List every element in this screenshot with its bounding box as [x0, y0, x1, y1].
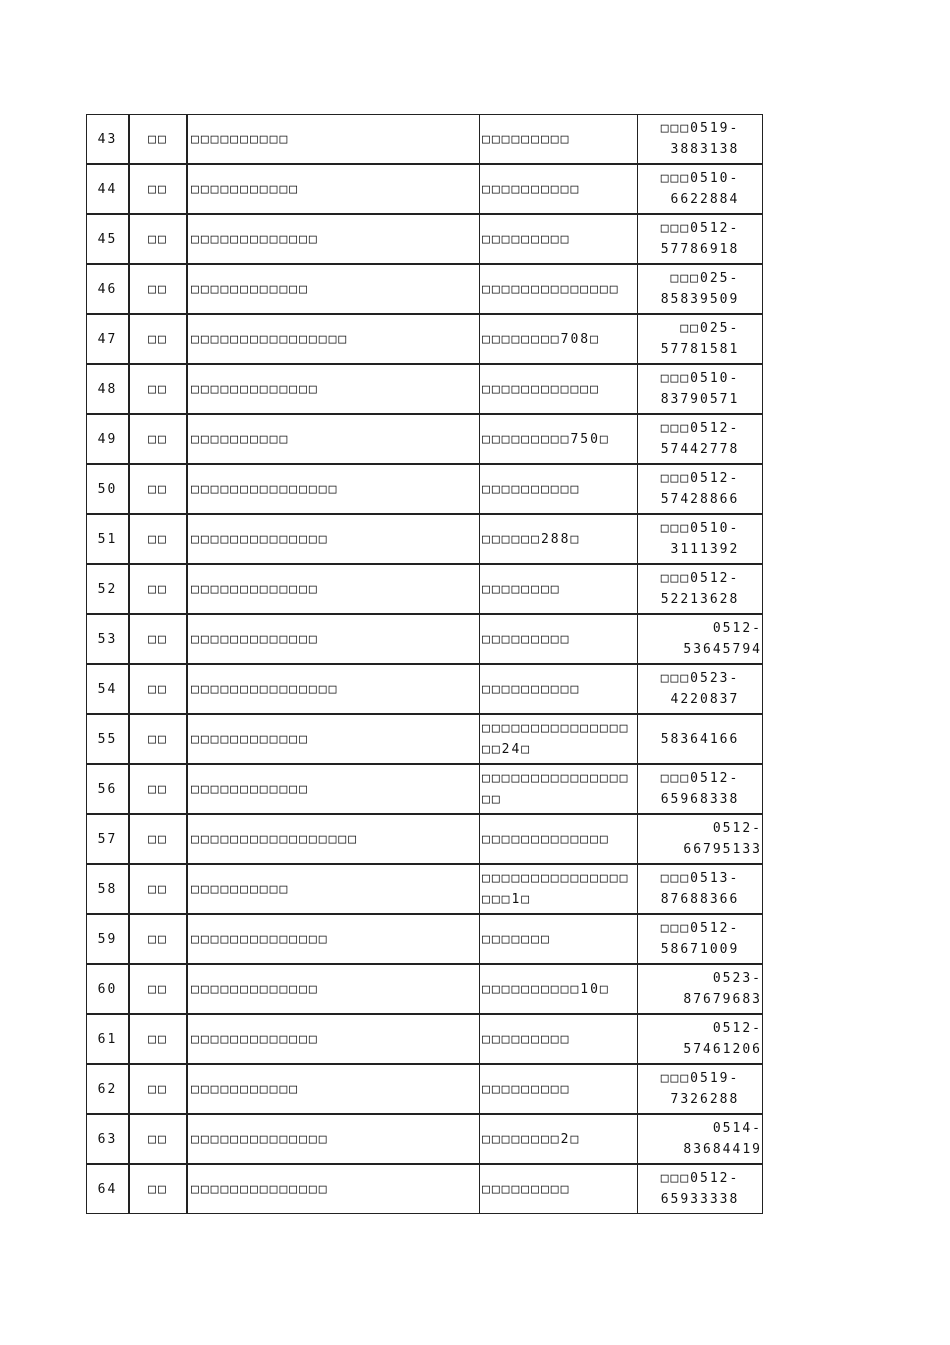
- phone-cell: [638, 1114, 763, 1164]
- table-row: [87, 214, 763, 264]
- row-number-cell: 44: [87, 164, 130, 214]
- name-cell: □□□□□□□□□□□□□□: [187, 514, 480, 564]
- phone-text: □□□0512- 57442778: [660, 421, 740, 457]
- phone-cell: [638, 1014, 763, 1064]
- phone-text: □□□0510- 3111392: [660, 521, 740, 557]
- address-text: □□□□□□□□□□□□□□: [482, 281, 620, 297]
- phone-text: □□□0510- 83790571: [660, 371, 740, 407]
- table-row: [87, 115, 763, 165]
- address-cell: [480, 1164, 638, 1214]
- city-cell: □□: [129, 115, 187, 165]
- address-cell: [480, 664, 638, 714]
- table-row: [87, 564, 763, 614]
- table-row: [87, 964, 763, 1014]
- phone-cell: [638, 214, 763, 264]
- name-cell: □□□□□□□□□□□□□: [187, 964, 480, 1014]
- name-cell: □□□□□□□□□□□□□: [187, 564, 480, 614]
- phone-cell: [638, 1064, 763, 1114]
- name-cell: □□□□□□□□□□□□□□□□: [187, 314, 480, 364]
- phone-cell: [638, 614, 763, 664]
- city-cell: □□: [129, 914, 187, 964]
- phone-cell: [638, 564, 763, 614]
- phone-cell: [638, 364, 763, 414]
- table-row: [87, 314, 763, 364]
- phone-text: 58364166: [660, 731, 740, 747]
- row-number-cell: 48: [87, 364, 130, 414]
- name-cell: □□□□□□□□□□□: [187, 164, 480, 214]
- address-cell: [480, 314, 638, 364]
- phone-text: □□□0510- 6622884: [660, 171, 740, 207]
- row-number-cell: 50: [87, 464, 130, 514]
- phone-cell: [638, 664, 763, 714]
- address-text: □□□□□□□: [482, 931, 551, 947]
- table-row: [87, 614, 763, 664]
- row-number-cell: 63: [87, 1114, 130, 1164]
- table-row: [87, 464, 763, 514]
- address-text: □□□□□□□□□□□□: [482, 381, 600, 397]
- address-cell: [480, 1014, 638, 1064]
- phone-text: □□□025- 85839509: [660, 271, 740, 307]
- address-text: □□□□□□□□2□: [482, 1131, 581, 1147]
- name-cell: □□□□□□□□□□□□□□: [187, 914, 480, 964]
- address-cell: [480, 764, 638, 814]
- name-cell: □□□□□□□□□□□□: [187, 714, 480, 764]
- phone-text: □□025- 57781581: [660, 321, 740, 357]
- address-cell: [480, 364, 638, 414]
- name-cell: □□□□□□□□□□: [187, 414, 480, 464]
- address-cell: [480, 514, 638, 564]
- phone-cell: [638, 464, 763, 514]
- address-text: □□□□□□□□□□□□□□□□□□1□: [482, 871, 630, 907]
- table-row: [87, 864, 763, 914]
- phone-text: □□□0512- 57428866: [660, 471, 740, 507]
- table-row: [87, 164, 763, 214]
- table-row: [87, 1114, 763, 1164]
- address-cell: [480, 864, 638, 914]
- address-text: □□□□□□□□□: [482, 1081, 571, 1097]
- phone-text: 0512-57461206: [683, 1021, 762, 1057]
- table-row: [87, 264, 763, 314]
- address-cell: [480, 164, 638, 214]
- address-text: □□□□□□□□□: [482, 631, 571, 647]
- phone-cell: [638, 814, 763, 864]
- phone-text: □□□0523- 4220837: [660, 671, 740, 707]
- name-cell: □□□□□□□□□□: [187, 864, 480, 914]
- city-cell: □□: [129, 214, 187, 264]
- phone-cell: [638, 314, 763, 364]
- address-text: □□□□□□□□□□: [482, 681, 581, 697]
- address-cell: [480, 264, 638, 314]
- address-text: □□□□□□□□□□□□□: [482, 831, 610, 847]
- phone-text: □□□0519- 3883138: [660, 121, 740, 157]
- phone-text: □□□0519- 7326288: [660, 1071, 740, 1107]
- phone-cell: [638, 514, 763, 564]
- row-number-cell: 58: [87, 864, 130, 914]
- city-cell: □□: [129, 1064, 187, 1114]
- address-cell: [480, 914, 638, 964]
- address-text: □□□□□□□□□: [482, 1181, 571, 1197]
- address-cell: [480, 814, 638, 864]
- name-cell: □□□□□□□□□□□□: [187, 764, 480, 814]
- address-cell: [480, 564, 638, 614]
- name-cell: □□□□□□□□□□□□□: [187, 364, 480, 414]
- table-row: [87, 364, 763, 414]
- phone-text: □□□0513- 87688366: [660, 871, 740, 907]
- table-row: [87, 514, 763, 564]
- city-cell: □□: [129, 314, 187, 364]
- address-cell: [480, 115, 638, 165]
- name-cell: □□□□□□□□□□□□□□□: [187, 664, 480, 714]
- address-text: □□□□□□□□□□□□□□□□□: [482, 771, 630, 807]
- row-number-cell: 64: [87, 1164, 130, 1214]
- name-cell: □□□□□□□□□□□□□: [187, 214, 480, 264]
- table-row: [87, 1064, 763, 1114]
- city-cell: □□: [129, 464, 187, 514]
- row-number-cell: 45: [87, 214, 130, 264]
- address-text: □□□□□□□□□□: [482, 481, 581, 497]
- city-cell: □□: [129, 264, 187, 314]
- address-text: □□□□□□□□□: [482, 1031, 571, 1047]
- city-cell: □□: [129, 1014, 187, 1064]
- phone-text: □□□0512- 58671009: [660, 921, 740, 957]
- name-cell: □□□□□□□□□□□□□□: [187, 1114, 480, 1164]
- city-cell: □□: [129, 814, 187, 864]
- phone-text: 0523-87679683: [683, 971, 762, 1007]
- table-body: [87, 115, 763, 1214]
- address-cell: [480, 964, 638, 1014]
- phone-cell: [638, 864, 763, 914]
- phone-text: □□□0512- 57786918: [660, 221, 740, 257]
- city-cell: □□: [129, 1114, 187, 1164]
- table-row: [87, 764, 763, 814]
- row-number-cell: 43: [87, 115, 130, 165]
- row-number-cell: 52: [87, 564, 130, 614]
- address-cell: [480, 464, 638, 514]
- phone-text: 0514-83684419: [683, 1121, 762, 1157]
- row-number-cell: 51: [87, 514, 130, 564]
- address-cell: [480, 214, 638, 264]
- address-cell: [480, 714, 638, 764]
- name-cell: □□□□□□□□□□□: [187, 1064, 480, 1114]
- city-cell: □□: [129, 864, 187, 914]
- row-number-cell: 56: [87, 764, 130, 814]
- phone-cell: [638, 1164, 763, 1214]
- name-cell: □□□□□□□□□□□□□□: [187, 1164, 480, 1214]
- phone-cell: [638, 964, 763, 1014]
- table-row: [87, 664, 763, 714]
- phone-cell: [638, 414, 763, 464]
- row-number-cell: 46: [87, 264, 130, 314]
- phone-cell: [638, 914, 763, 964]
- city-cell: □□: [129, 614, 187, 664]
- name-cell: □□□□□□□□□□: [187, 115, 480, 165]
- address-cell: [480, 614, 638, 664]
- address-text: □□□□□□□□□: [482, 231, 571, 247]
- row-number-cell: 60: [87, 964, 130, 1014]
- city-cell: □□: [129, 564, 187, 614]
- city-cell: □□: [129, 414, 187, 464]
- phone-cell: [638, 164, 763, 214]
- table-row: [87, 1164, 763, 1214]
- address-text: □□□□□□□□: [482, 581, 561, 597]
- row-number-cell: 62: [87, 1064, 130, 1114]
- address-cell: [480, 414, 638, 464]
- name-cell: □□□□□□□□□□□□□□□: [187, 464, 480, 514]
- phone-text: □□□0512- 52213628: [660, 571, 740, 607]
- phone-cell: [638, 714, 763, 764]
- city-cell: □□: [129, 364, 187, 414]
- name-cell: □□□□□□□□□□□□□: [187, 614, 480, 664]
- row-number-cell: 53: [87, 614, 130, 664]
- name-cell: □□□□□□□□□□□□□: [187, 1014, 480, 1064]
- phone-text: □□□0512- 65968338: [660, 771, 740, 807]
- address-text: □□□□□□□□□□□□□□□□□24□: [482, 721, 630, 757]
- row-number-cell: 59: [87, 914, 130, 964]
- table-row: [87, 414, 763, 464]
- row-number-cell: 47: [87, 314, 130, 364]
- city-cell: □□: [129, 964, 187, 1014]
- address-cell: [480, 1114, 638, 1164]
- address-text: □□□□□□□□□750□: [482, 431, 610, 447]
- table-row: [87, 1014, 763, 1064]
- city-cell: □□: [129, 164, 187, 214]
- address-text: □□□□□□□□708□: [482, 331, 600, 347]
- city-cell: □□: [129, 764, 187, 814]
- city-cell: □□: [129, 714, 187, 764]
- address-cell: [480, 1064, 638, 1114]
- address-text: □□□□□□288□: [482, 531, 581, 547]
- city-cell: □□: [129, 514, 187, 564]
- table-row: [87, 714, 763, 764]
- phone-cell: [638, 764, 763, 814]
- row-number-cell: 54: [87, 664, 130, 714]
- row-number-cell: 49: [87, 414, 130, 464]
- address-text: □□□□□□□□□: [482, 131, 571, 147]
- name-cell: □□□□□□□□□□□□□□□□□: [187, 814, 480, 864]
- data-table: [86, 114, 763, 1214]
- row-number-cell: 57: [87, 814, 130, 864]
- phone-text: 0512-53645794: [683, 621, 762, 657]
- row-number-cell: 55: [87, 714, 130, 764]
- city-cell: □□: [129, 1164, 187, 1214]
- address-text: □□□□□□□□□□: [482, 181, 581, 197]
- address-text: □□□□□□□□□□10□: [482, 981, 610, 997]
- phone-text: 0512-66795133: [683, 821, 762, 857]
- table-row: [87, 914, 763, 964]
- name-cell: □□□□□□□□□□□□: [187, 264, 480, 314]
- row-number-cell: 61: [87, 1014, 130, 1064]
- city-cell: □□: [129, 664, 187, 714]
- phone-cell: [638, 264, 763, 314]
- phone-text: □□□0512- 65933338: [660, 1171, 740, 1207]
- table-row: [87, 814, 763, 864]
- phone-cell: [638, 115, 763, 165]
